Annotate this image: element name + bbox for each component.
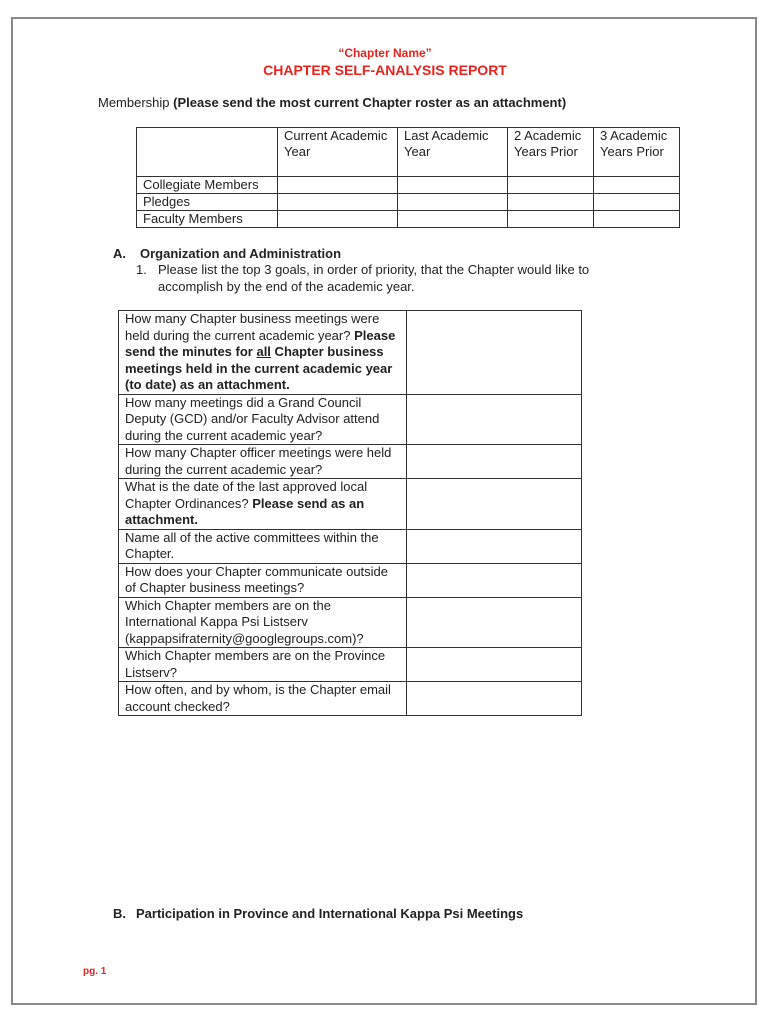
table-row <box>119 597 582 648</box>
section-b-title: Participation in Province and International Kappa Psi Meetings <box>136 906 524 921</box>
question-cell: Name all of the active committees within the Chapter. <box>119 529 407 563</box>
col-last: Last Academic Year <box>398 128 508 177</box>
cell[interactable] <box>594 194 680 211</box>
section-a-heading <box>113 246 341 261</box>
table-row <box>137 177 680 194</box>
cell[interactable] <box>508 177 594 194</box>
table-row <box>137 211 680 228</box>
col-3-prior: 3 Academic Years Prior <box>594 128 680 177</box>
table-row <box>119 648 582 682</box>
membership-header-row <box>137 128 680 177</box>
cell[interactable] <box>508 211 594 228</box>
cell[interactable] <box>508 194 594 211</box>
question-bold-text: Please send the minutes for <box>125 327 396 359</box>
question-underline: all <box>256 344 271 359</box>
question-bold: Please send as an attachment. <box>125 495 365 527</box>
row-pledges: Pledges <box>137 194 278 211</box>
answer-cell[interactable] <box>407 394 582 445</box>
question-cell: How often, and by whom, is the Chapter email account checked? <box>119 682 407 716</box>
table-row <box>119 682 582 716</box>
question-bold-text: Chapter business meetings held in the current academic year (to date) as an attachment. <box>125 344 393 392</box>
question-cell <box>119 479 407 530</box>
header-blank-cell <box>137 128 278 177</box>
section-a-letter: A. <box>113 246 126 261</box>
table-row <box>119 529 582 563</box>
question-cell <box>119 311 407 395</box>
table-row <box>119 311 582 395</box>
section-b-heading <box>113 906 523 921</box>
report-title: CHAPTER SELF-ANALYSIS REPORT <box>263 62 507 78</box>
cell[interactable] <box>398 177 508 194</box>
answer-cell[interactable] <box>407 311 582 395</box>
section-b-letter: B. <box>113 906 126 921</box>
membership-table <box>136 127 680 228</box>
table-row <box>119 479 582 530</box>
answer-cell[interactable] <box>407 479 582 530</box>
section-a-title: Organization and Administration <box>140 246 342 261</box>
question-cell: Which Chapter members are on the Province Listserv? <box>119 648 407 682</box>
table-row <box>137 194 680 211</box>
question-cell: Which Chapter members are on the International Kappa Psi Listserv (kappapsifraternity@googlegroups.com)? <box>119 597 407 648</box>
question-cell: How many meetings did a Grand Council Deputy (GCD) and/or Faculty Advisor attend during the current academic year? <box>119 394 407 445</box>
questions-table <box>118 310 582 716</box>
row-collegiate: Collegiate Members <box>137 177 278 194</box>
answer-cell[interactable] <box>407 682 582 716</box>
answer-cell[interactable] <box>407 648 582 682</box>
cell[interactable] <box>594 177 680 194</box>
question-text: How many Chapter business meetings were held during the current academic year? <box>125 311 380 343</box>
answer-cell[interactable] <box>407 563 582 597</box>
row-faculty: Faculty Members <box>137 211 278 228</box>
cell[interactable] <box>398 194 508 211</box>
goals-number: 1. <box>136 262 147 277</box>
table-row <box>119 563 582 597</box>
membership-heading <box>98 95 566 110</box>
table-row <box>119 394 582 445</box>
cell[interactable] <box>594 211 680 228</box>
question-cell: How does your Chapter communicate outside of Chapter business meetings? <box>119 563 407 597</box>
question-text: What is the date of the last approved local Chapter Ordinances? <box>125 479 368 511</box>
answer-cell[interactable] <box>407 445 582 479</box>
membership-label: Membership <box>98 95 170 110</box>
col-2-prior: 2 Academic Years Prior <box>508 128 594 177</box>
table-row <box>119 445 582 479</box>
cell[interactable] <box>278 177 398 194</box>
col-current: Current Academic Year <box>278 128 398 177</box>
goals-item <box>136 262 636 295</box>
membership-note: (Please send the most current Chapter roster as an attachment) <box>173 95 567 110</box>
question-cell: How many Chapter officer meetings were held during the current academic year? <box>119 445 407 479</box>
cell[interactable] <box>398 211 508 228</box>
chapter-name: “Chapter Name” <box>338 46 432 60</box>
page-number: pg. 1 <box>83 966 107 977</box>
cell[interactable] <box>278 211 398 228</box>
answer-cell[interactable] <box>407 597 582 648</box>
answer-cell[interactable] <box>407 529 582 563</box>
goals-text: Please list the top 3 goals, in order of priority, that the Chapter would like to accomplish by the end of the academic year. <box>158 262 590 294</box>
cell[interactable] <box>278 194 398 211</box>
